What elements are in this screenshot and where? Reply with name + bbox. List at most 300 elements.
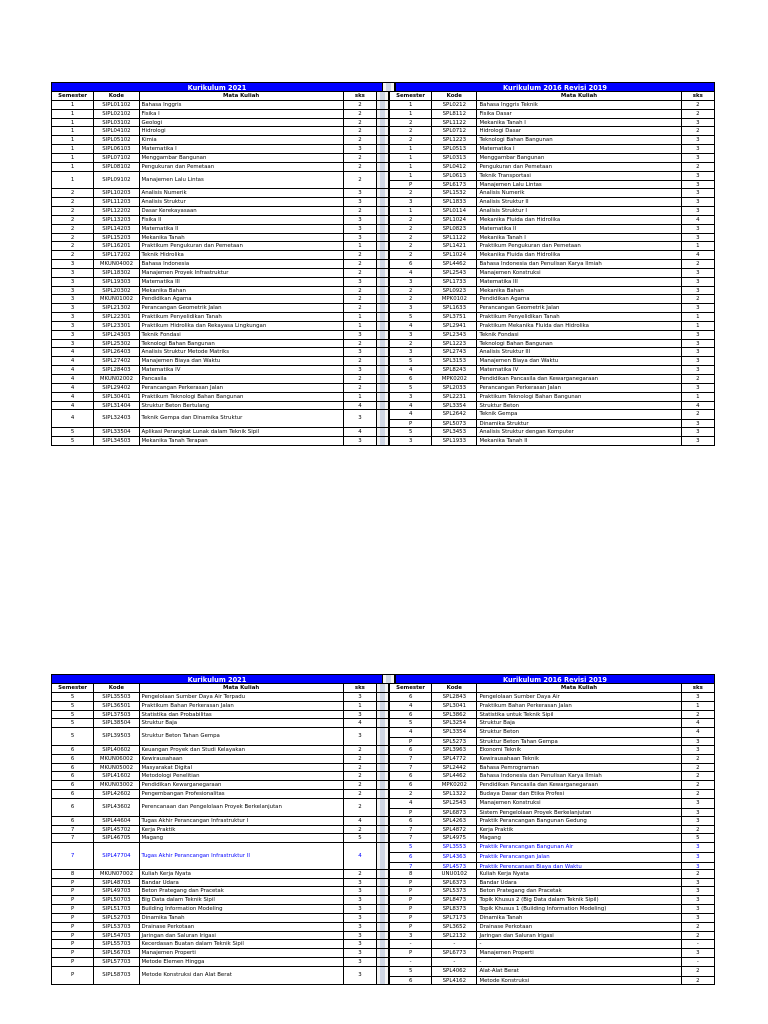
left-sks-cell: 4	[344, 843, 377, 870]
table-row	[51, 110, 715, 119]
left-semester-cell: 1	[51, 127, 94, 136]
right-sub-entry: 2	[696, 791, 700, 798]
column-separator	[377, 110, 389, 119]
table-row	[51, 163, 715, 172]
right-sks-cell	[682, 366, 715, 375]
right-sub-entry: -	[409, 959, 412, 966]
left-sks-cell: 3	[344, 693, 377, 702]
right-sub-entry: -	[696, 941, 699, 948]
right-sub-entry: SPL6373	[442, 879, 467, 886]
right-mata-kuliah-cell	[477, 207, 681, 216]
left-kode-cell: SIPL32403	[94, 410, 139, 428]
right-mata-kuliah-cell	[477, 781, 681, 790]
right-sub-entry: SPL0313	[442, 154, 467, 161]
right-sub-entry: 2	[696, 755, 700, 762]
right-sub-entry: -	[453, 959, 456, 966]
column-separator	[377, 834, 389, 843]
right-sks-cell	[682, 384, 715, 393]
right-sub-entry: -	[479, 959, 482, 966]
right-sub-entry: 4	[408, 702, 413, 709]
right-sub-entry: SPL3553	[442, 844, 467, 851]
right-sks-cell	[682, 826, 715, 835]
column-separator	[377, 119, 389, 128]
right-sks-cell	[682, 781, 715, 790]
left-mata-kuliah-cell: Mekanika Tanah	[140, 234, 344, 243]
left-mata-kuliah-cell: Jaringan dan Saluran Irigasi	[140, 932, 344, 941]
right-mata-kuliah-cell	[477, 402, 681, 411]
left-mata-kuliah-cell: Praktikum Bahan Perkerasan Jalan	[140, 702, 344, 711]
left-semester-cell: 3	[51, 260, 94, 269]
right-kode-cell	[432, 101, 477, 110]
column-header-mata-kuliah: Mata Kuliah	[140, 684, 344, 693]
right-sks-cell	[682, 755, 715, 764]
right-kode-cell	[432, 207, 477, 216]
right-sub-entry: Analisis Struktur II	[479, 199, 529, 206]
left-semester-cell: 1	[51, 154, 94, 163]
right-sub-entry: Perancangan Perkerasan Jalan	[479, 384, 561, 391]
right-kode-cell	[432, 145, 477, 154]
right-sks-cell	[682, 101, 715, 110]
left-kode-cell: SIPL08102	[94, 163, 139, 172]
left-mata-kuliah-cell: Menggambar Bangunan	[140, 154, 344, 163]
right-semester-cell	[389, 693, 432, 702]
left-kode-cell: SIPL45702	[94, 826, 139, 835]
table-row	[51, 428, 715, 437]
right-sub-entry: P	[390, 419, 431, 428]
right-sub-entry: 3	[696, 437, 700, 444]
left-mata-kuliah-cell: Drainase Perkotaan	[140, 923, 344, 932]
right-semester-cell	[389, 260, 432, 269]
right-sub-entry: Dinamika Struktur	[477, 419, 680, 428]
right-semester-cell	[389, 234, 432, 243]
left-kode-cell: SIPL58703	[94, 967, 139, 985]
table-row	[51, 764, 715, 773]
table-row	[51, 295, 715, 304]
table-row	[51, 127, 715, 136]
left-semester-cell: 1	[51, 163, 94, 172]
left-mata-kuliah-cell: Bahasa Inggris	[140, 101, 344, 110]
left-semester-cell: 3	[51, 295, 94, 304]
right-sks-cell	[682, 198, 715, 207]
right-semester-cell	[389, 764, 432, 773]
right-kode-cell	[432, 437, 477, 446]
right-semester-cell	[389, 251, 432, 260]
left-sks-cell: 3	[344, 958, 377, 967]
left-mata-kuliah-cell: Magang	[140, 834, 344, 843]
right-semester-cell	[389, 843, 432, 870]
right-semester-cell	[389, 772, 432, 781]
right-sub-entry: 3	[696, 384, 700, 391]
right-kode-cell	[432, 428, 477, 437]
right-sub-entry: Bahasa Inggris Teknik	[479, 101, 538, 108]
right-kode-cell	[432, 216, 477, 225]
right-sub-entry: 3	[696, 429, 700, 436]
right-sub-entry: SPL0412	[442, 163, 467, 170]
right-sub-entry: 4	[408, 799, 413, 806]
right-sub-entry: 4	[408, 729, 413, 736]
right-sub-entry: Teknik Transportasi	[479, 172, 531, 179]
table-row	[51, 207, 715, 216]
left-semester-cell: P	[51, 914, 94, 923]
right-sub-entry: SPL2743	[442, 349, 467, 356]
right-sub-entry: SPL2442	[442, 764, 467, 771]
right-sub-entry: SPL8243	[442, 367, 467, 374]
right-sub-entry: Pengelolaan Sumber Daya Air	[479, 693, 560, 700]
right-sub-entry: SPL3254	[442, 720, 467, 727]
right-semester-cell	[389, 410, 432, 428]
left-kode-cell: SIPL02102	[94, 110, 139, 119]
column-separator	[377, 826, 389, 835]
right-sub-entry: Struktur Beton	[479, 402, 520, 409]
right-semester-cell	[389, 366, 432, 375]
right-kode-cell	[432, 136, 477, 145]
right-sub-entry: Beton Prategang dan Pracetak	[479, 888, 562, 895]
right-sub-entry: SPL1122	[442, 234, 467, 241]
right-mata-kuliah-cell	[477, 119, 681, 128]
right-sub-entry: SPL7173	[442, 914, 467, 921]
left-semester-cell: 3	[51, 287, 94, 296]
right-sub-entry: 3	[696, 693, 700, 700]
right-sub-entry: 3	[696, 234, 700, 241]
right-sub-entry: Teknik Fondasi	[479, 331, 519, 338]
table-row	[51, 348, 715, 357]
right-semester-cell	[389, 728, 432, 746]
right-mata-kuliah-cell	[477, 189, 681, 198]
right-sub-entry: SPL4872	[442, 826, 467, 833]
right-semester-cell	[389, 242, 432, 251]
right-kode-cell	[432, 949, 477, 958]
right-sub-entry: P	[409, 950, 413, 957]
left-mata-kuliah-cell: Hidrologi	[140, 127, 344, 136]
right-mata-kuliah-cell	[477, 331, 681, 340]
left-sks-cell: 2	[344, 799, 377, 817]
right-sub-entry: Bandar Udara	[479, 879, 517, 886]
column-separator	[377, 879, 389, 888]
right-sub-entry: Dinamika Tanah	[479, 914, 523, 921]
table-row	[51, 410, 715, 428]
right-mata-kuliah-cell	[477, 799, 681, 817]
right-sub-entry: SPL2642	[442, 411, 467, 418]
column-separator	[377, 905, 389, 914]
right-semester-cell	[389, 719, 432, 728]
left-mata-kuliah-cell: Metode Konstruksi dan Alat Berat	[140, 967, 344, 985]
right-mata-kuliah-cell	[477, 251, 681, 260]
right-sub-entry: 7	[408, 835, 413, 842]
left-mata-kuliah-cell: Pendidikan Agama	[140, 295, 344, 304]
right-sub-entry: Jaringan dan Saluran Irigasi	[479, 932, 554, 939]
left-sks-cell: 2	[344, 172, 377, 190]
right-sub-entry: Alat-Alat Berat	[479, 968, 519, 975]
left-mata-kuliah-cell: Analisis Numerik	[140, 189, 344, 198]
right-sub-entry: 1	[696, 314, 700, 321]
left-semester-cell: 4	[51, 402, 94, 411]
right-mata-kuliah-cell	[477, 366, 681, 375]
right-sub-entry: -	[453, 941, 456, 948]
right-sub-entry: SPL8473	[442, 897, 467, 904]
column-separator	[383, 82, 395, 92]
right-sub-entry: SPL8112	[442, 110, 467, 117]
table-row	[51, 225, 715, 234]
column-separator	[377, 728, 389, 746]
right-kode-cell	[432, 870, 477, 879]
right-sub-entry: 6	[408, 376, 413, 382]
right-sub-entry: P	[409, 888, 413, 895]
right-sub-entry: Pendidikan Agama	[479, 296, 530, 303]
table-row	[51, 136, 715, 145]
right-semester-cell	[389, 207, 432, 216]
column-separator	[377, 914, 389, 923]
right-sub-entry: SPL5273	[432, 737, 476, 746]
right-sks-cell	[682, 260, 715, 269]
right-sub-entry: 7	[390, 862, 431, 870]
left-semester-cell: 4	[51, 384, 94, 393]
right-sub-entry: 2	[696, 923, 700, 930]
right-sub-entry: MPK0202	[441, 376, 467, 382]
right-semester-cell	[389, 322, 432, 331]
column-separator	[377, 746, 389, 755]
left-sks-cell: 2	[344, 357, 377, 366]
left-sks-cell: 3	[344, 728, 377, 746]
right-kode-cell	[432, 269, 477, 278]
column-header-row	[51, 684, 715, 693]
left-kode-cell: SIPL43602	[94, 799, 139, 817]
right-kode-cell	[432, 251, 477, 260]
right-kode-cell	[432, 322, 477, 331]
right-sub-entry: Praktikum Teknologi Bahan Bangunan	[479, 393, 582, 400]
right-semester-cell	[389, 295, 432, 304]
right-sks-cell	[682, 905, 715, 914]
table-row	[51, 287, 715, 296]
right-sub-entry: 2	[408, 340, 413, 347]
right-mata-kuliah-cell	[477, 702, 681, 711]
right-mata-kuliah-cell	[477, 711, 681, 720]
right-sub-entry: 6	[408, 782, 413, 789]
left-mata-kuliah-cell: Fisika I	[140, 110, 344, 119]
right-sub-entry: SPL3354	[442, 729, 467, 736]
right-mata-kuliah-cell	[477, 340, 681, 349]
right-sub-entry: Manajemen Properti	[479, 950, 534, 957]
column-separator	[377, 269, 389, 278]
table-row	[51, 719, 715, 728]
left-kode-cell: SIPL55703	[94, 940, 139, 949]
right-kode-cell	[432, 119, 477, 128]
right-sub-entry: 2	[408, 791, 413, 798]
right-semester-cell	[389, 340, 432, 349]
left-semester-cell: 8	[51, 870, 94, 879]
right-sub-entry: 8	[408, 870, 413, 877]
left-kode-cell: SIPL20302	[94, 287, 139, 296]
table-row	[51, 781, 715, 790]
left-kode-cell: SIPL12202	[94, 207, 139, 216]
left-semester-cell: 2	[51, 225, 94, 234]
left-kode-cell: SIPL49703	[94, 887, 139, 896]
column-header-semester: Semester	[389, 92, 432, 101]
left-semester-cell: 5	[51, 702, 94, 711]
right-sub-entry: Kewirausahaan Teknik	[479, 755, 539, 762]
right-kode-cell	[432, 393, 477, 402]
left-kode-cell: SIPL47704	[94, 843, 139, 870]
right-sub-entry: 3	[696, 119, 700, 126]
right-kode-cell	[432, 958, 477, 967]
left-sks-cell: 2	[344, 269, 377, 278]
left-semester-cell: 6	[51, 755, 94, 764]
right-sub-entry: 2	[682, 976, 714, 985]
left-mata-kuliah-cell: Statistika dan Probabilitas	[140, 711, 344, 720]
column-separator	[377, 136, 389, 145]
left-mata-kuliah-cell: Matematika IV	[140, 366, 344, 375]
column-separator	[377, 172, 389, 190]
right-kode-cell	[432, 932, 477, 941]
right-mata-kuliah-cell	[477, 437, 681, 446]
table-row	[51, 198, 715, 207]
right-kode-cell	[432, 348, 477, 357]
left-mata-kuliah-cell: Praktikum Pengukuran dan Pemetaan	[140, 242, 344, 251]
right-sub-entry: SPL4263	[442, 817, 467, 824]
table-row	[51, 914, 715, 923]
left-semester-cell: 3	[51, 313, 94, 322]
right-mata-kuliah-cell	[477, 154, 681, 163]
right-sub-entry: 2	[696, 773, 700, 780]
left-semester-cell: 3	[51, 269, 94, 278]
column-header-semester: Semester	[389, 684, 432, 693]
right-sks-cell	[682, 225, 715, 234]
column-separator	[377, 278, 389, 287]
right-semester-cell	[389, 781, 432, 790]
column-separator	[377, 92, 389, 101]
right-sks-cell	[682, 331, 715, 340]
right-sub-entry: P	[390, 180, 431, 189]
right-sub-entry: 4	[408, 269, 413, 276]
right-mata-kuliah-cell	[477, 225, 681, 234]
left-kode-cell: SIPL30401	[94, 393, 139, 402]
right-sks-cell	[682, 711, 715, 720]
right-mata-kuliah-cell	[477, 101, 681, 110]
right-mata-kuliah-cell	[477, 136, 681, 145]
left-mata-kuliah-cell: Tugas Akhir Perancangan Infrastruktur I	[140, 817, 344, 826]
left-sks-cell: 2	[344, 251, 377, 260]
left-semester-cell: P	[51, 896, 94, 905]
right-sub-entry: 1	[696, 322, 700, 329]
right-sub-entry: Praktikum Mekanika Fluida dan Hidrolika	[479, 322, 589, 329]
left-kode-cell: MKUN03002	[94, 781, 139, 790]
right-sub-entry: 6	[408, 693, 413, 700]
left-sks-cell: 2	[344, 101, 377, 110]
right-mata-kuliah-cell	[477, 145, 681, 154]
left-kode-cell: SIPL54703	[94, 932, 139, 941]
left-mata-kuliah-cell: Kuliah Kerja Nyata	[140, 870, 344, 879]
left-mata-kuliah-cell: Manajemen Biaya dan Waktu	[140, 357, 344, 366]
right-kode-cell	[432, 198, 477, 207]
conversion-table-2	[51, 674, 715, 985]
right-kode-cell	[432, 313, 477, 322]
left-mata-kuliah-cell: Fisika II	[140, 216, 344, 225]
column-header-mata-kuliah: Mata Kuliah	[477, 684, 681, 693]
table-row	[51, 949, 715, 958]
right-sub-entry: 3	[408, 305, 413, 312]
right-sub-entry: SPL1532	[442, 190, 467, 197]
right-semester-cell	[389, 755, 432, 764]
left-mata-kuliah-cell: Metode Elemen Hingga	[140, 958, 344, 967]
right-sub-entry: 3	[682, 737, 714, 746]
table-row	[51, 887, 715, 896]
right-sub-entry: 3	[696, 817, 700, 824]
left-mata-kuliah-cell: Praktikum Hidrolika dan Rekayasa Lingkungan	[140, 322, 344, 331]
right-semester-cell	[389, 189, 432, 198]
left-semester-cell: 2	[51, 216, 94, 225]
right-sks-cell	[682, 958, 715, 967]
right-mata-kuliah-cell	[477, 746, 681, 755]
right-sub-entry: 2	[696, 411, 700, 418]
right-sub-entry: Analisis Struktur I	[479, 207, 528, 214]
right-sks-cell	[682, 887, 715, 896]
right-kode-cell	[432, 242, 477, 251]
right-sub-entry: 4	[696, 252, 700, 259]
table-row	[51, 402, 715, 411]
right-sub-entry: Praktik Perancangan Jalan	[477, 852, 680, 862]
right-sub-entry: 2	[408, 287, 413, 294]
right-sks-cell	[682, 728, 715, 746]
right-sub-entry: Struktur Baja	[479, 720, 515, 727]
right-sub-entry: Teknologi Bahan Bangunan	[479, 137, 553, 144]
right-sub-entry: Teknik Gempa	[479, 411, 518, 418]
right-semester-cell	[389, 145, 432, 154]
right-sks-cell	[682, 410, 715, 428]
right-semester-cell	[389, 914, 432, 923]
right-kode-cell	[432, 375, 477, 384]
left-kode-cell: SIPL46705	[94, 834, 139, 843]
table-row	[51, 693, 715, 702]
right-sub-entry: MPK0202	[441, 782, 467, 789]
right-sub-entry: SPL0513	[442, 146, 467, 153]
left-semester-cell: 7	[51, 834, 94, 843]
right-sks-cell	[682, 949, 715, 958]
right-sub-entry: 1	[408, 207, 413, 214]
left-mata-kuliah-cell: Perancangan Geometrik Jalan	[140, 304, 344, 313]
right-sks-cell	[682, 189, 715, 198]
left-sks-cell: 2	[344, 295, 377, 304]
right-mata-kuliah-cell	[477, 260, 681, 269]
table-row	[51, 145, 715, 154]
right-semester-cell	[389, 702, 432, 711]
table-row	[51, 923, 715, 932]
left-sks-cell: 3	[344, 879, 377, 888]
right-sub-entry: P	[409, 879, 413, 886]
right-sub-entry: 2	[408, 190, 413, 197]
left-sks-cell: 2	[344, 207, 377, 216]
table-row	[51, 932, 715, 941]
right-sub-entry: 2	[696, 968, 700, 975]
left-sks-cell: 3	[344, 366, 377, 375]
right-semester-cell	[389, 357, 432, 366]
left-curriculum-title: Kurikulum 2021	[51, 674, 383, 684]
left-mata-kuliah-cell: Teknik Gempa dan Dinamika Struktur	[140, 410, 344, 428]
right-semester-cell	[389, 402, 432, 411]
right-semester-cell	[389, 799, 432, 817]
right-semester-cell	[389, 287, 432, 296]
right-mata-kuliah-cell	[477, 693, 681, 702]
left-sks-cell: 3	[344, 932, 377, 941]
column-separator	[377, 322, 389, 331]
left-kode-cell: SIPL09102	[94, 172, 139, 190]
left-sks-cell: 3	[344, 348, 377, 357]
right-semester-cell	[389, 896, 432, 905]
right-sub-entry: Bahasa Pemrograman	[479, 764, 539, 771]
right-sub-entry: 2	[696, 163, 700, 170]
right-sub-entry: 4	[696, 402, 700, 409]
table-row	[51, 313, 715, 322]
right-sub-entry: SPL2843	[442, 693, 467, 700]
right-kode-cell	[432, 817, 477, 826]
